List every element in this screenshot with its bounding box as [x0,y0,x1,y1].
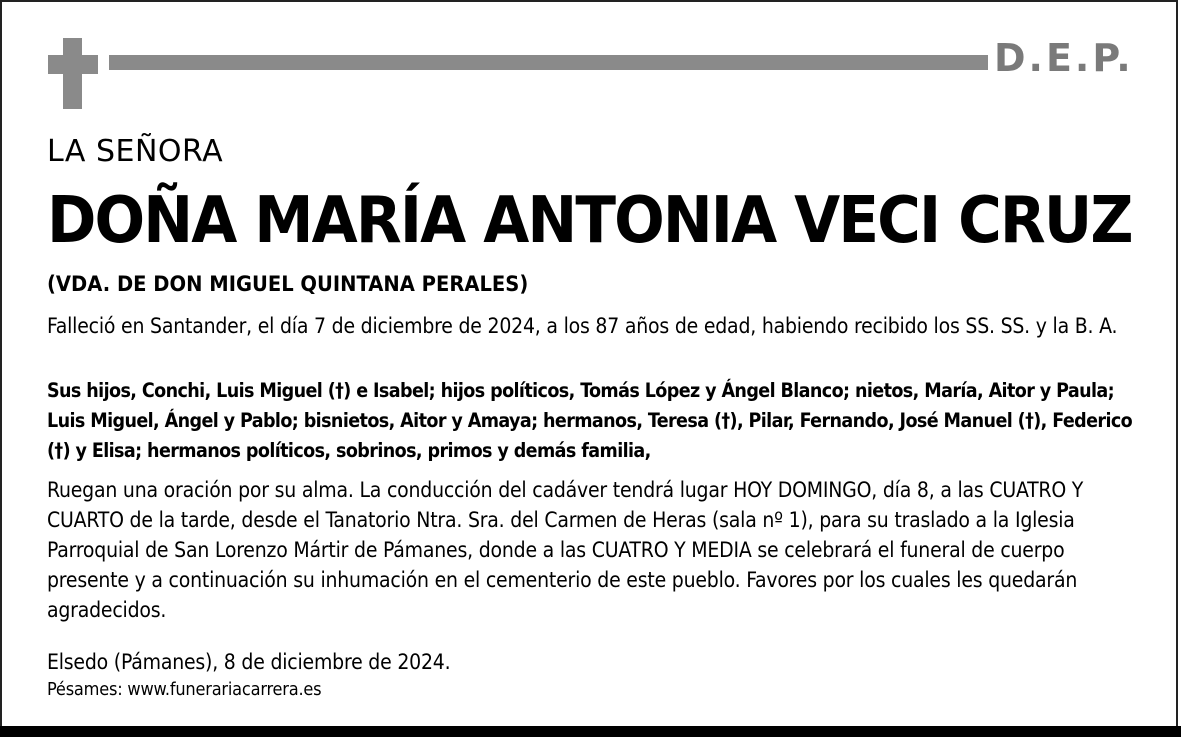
death-paragraph: Falleció en Santander, el día 7 de diciembre de 2024, a los 87 años de edad, habiendo recibido los SS. SS. y la B. A. [47,314,1118,338]
widow-of: (VDA. DE DON MIGUEL QUINTANA PERALES) [47,272,529,296]
deceased-name: DOÑA MARÍA ANTONIA VECI CRUZ [47,184,1132,258]
service-paragraph: Ruegan una oración por su alma. La conducción del cadáver tendrá lugar HOY DOMINGO, día 8, a las CUATRO Y CUARTO de la tarde, desde el Tanatorio Ntra. Sra. del Carmen de Heras (sala nº 1), para su traslado a la Iglesia Parroquial de San Lorenzo Mártir de Pámanes, donde a las CUATRO Y MEDIA se celebrará el funeral de cuerpo presente y a continuación su inhumación en el cementerio de este pueblo. Favores por los cuales les quedarán agradecidos. [47,478,1084,622]
family-paragraph: Sus hijos, Conchi, Luis Miguel (†) e Isabel; hijos políticos, Tomás López y Ángel Blanco; nietos, María, Aitor y Paula; Luis Miguel, Ángel y Pablo; bisnietos, Aitor y Amaya; hermanos, Teresa (†), Pilar, Fernando, José Manuel (†), Federico (†) y Elisa; hermanos políticos, sobrinos, primos y demás familia, [47,379,1133,462]
dep-label: D.E.P. [994,36,1134,80]
honorific: LA SEÑORA [47,134,224,169]
cross-horizontal-bar [48,55,98,74]
bottom-border [0,726,1181,737]
condolences-link: Pésames: www.funerariacarrera.es [47,679,322,700]
place-date: Elsedo (Pámanes), 8 de diciembre de 2024. [47,650,451,674]
header-rule [109,55,988,70]
